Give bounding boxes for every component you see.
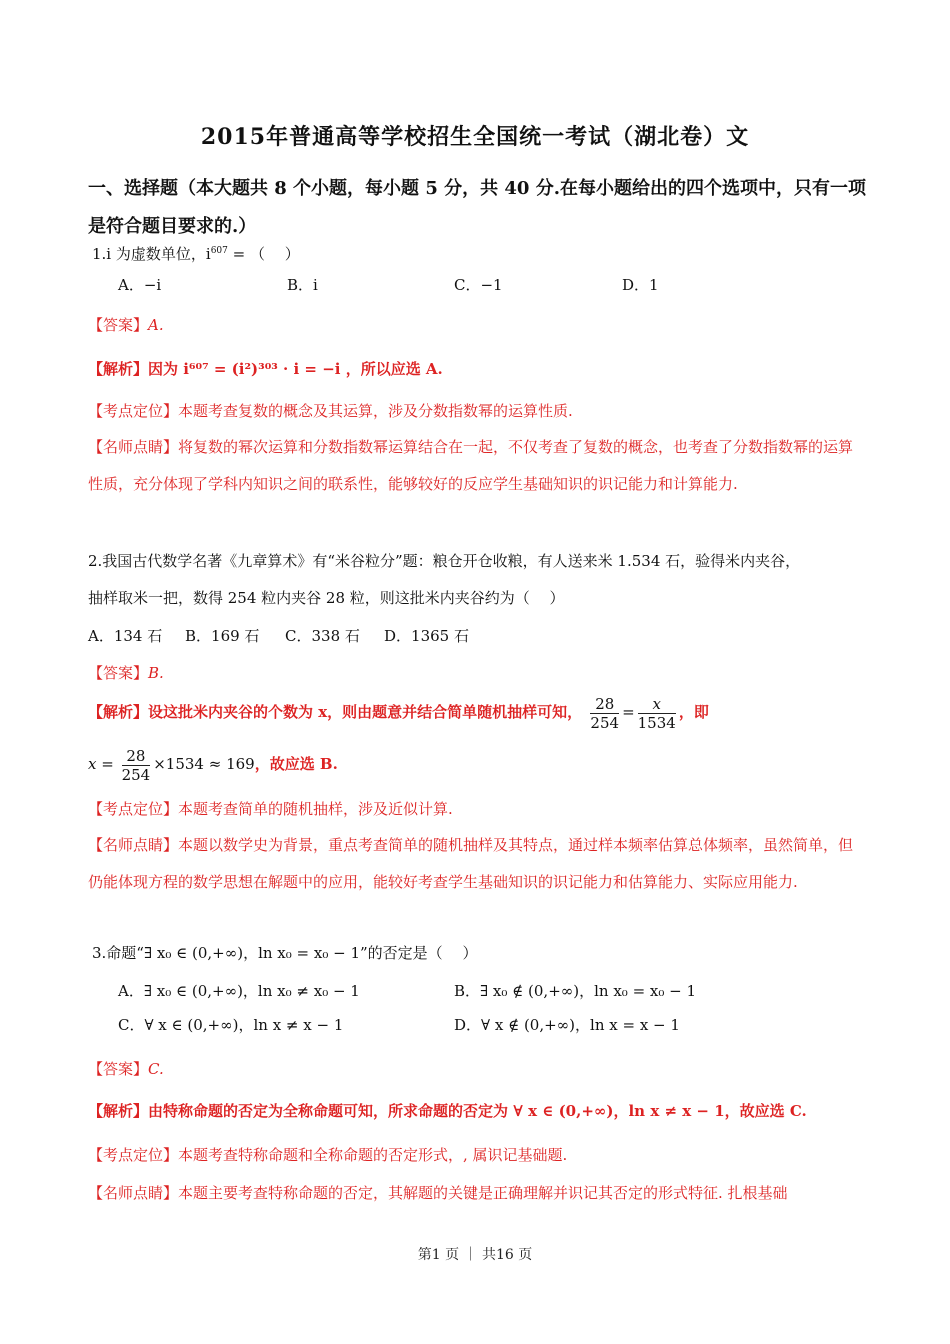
q2-fraction-3-den: 254 <box>121 765 151 784</box>
q1-analysis <box>88 358 443 380</box>
q1-stem-tail: = （ ） <box>227 245 300 263</box>
q1-comment-text: 将复数的幂次运算和分数指数幂运算结合在一起，不仅考查了复数的概念，也考查了分数指数幂的运算性质，充分体现了学科内知识之间的联系性，能够较好的反应学生基础知识的识记能力和计算能力. <box>88 438 854 493</box>
q2-fraction-2-num: x <box>638 695 676 714</box>
q3-analysis <box>88 1100 807 1122</box>
q1-option-b: B．i <box>287 276 318 294</box>
q3-comment-text: 本题主要考查特称命题的否定，其解题的关键是正确理解并识记其否定的形式特征. 扎根基础 <box>178 1184 788 1202</box>
q1-stem-sup: 607 <box>210 246 228 256</box>
q3-stem: 3.命题“∃ x₀ ∈ (0,+∞)，ln x₀ = x₀ − 1”的否定是（ ） <box>92 944 478 962</box>
q2-analysis-text1: 设这批米内夹谷的个数为 x，则由题意并结合简单随机抽样可知， <box>148 703 583 721</box>
q1-answer <box>88 314 164 336</box>
q1-answer-label: 【答案】 <box>88 316 149 334</box>
q1-stem <box>92 240 300 265</box>
q2-answer <box>88 662 164 684</box>
q2-point <box>88 798 453 820</box>
q3-answer <box>88 1058 164 1080</box>
q1-option-c: C．−1 <box>454 276 503 294</box>
q2-fraction-2-den: 1534 <box>637 713 676 732</box>
q1-comment <box>88 429 866 503</box>
q2-point-label: 【考点定位】 <box>88 800 179 818</box>
q3-comment-label: 【名师点睛】 <box>88 1184 179 1202</box>
q2-stem-line1: 2.我国古代数学名著《九章算术》有“米谷粒分”题：粮仓开仓收粮，有人送来米 1.534 石，验得米内夹谷， <box>88 552 801 570</box>
q1-analysis-text: 因为 i⁶⁰⁷ = (i²)³⁰³ · i = −i ，所以应选 A. <box>148 360 443 378</box>
q2-analysis-tail1: ，即 <box>678 703 709 721</box>
q2-analysis-head2: x = <box>88 755 114 773</box>
q1-analysis-label: 【解析】 <box>88 360 149 378</box>
q3-point-label: 【考点定位】 <box>88 1146 179 1164</box>
q3-option-c: C．∀ x ∈ (0,+∞)，ln x ≠ x − 1 <box>118 1016 344 1034</box>
q1-option-d: D．1 <box>622 276 659 294</box>
q2-equals: = <box>622 703 635 721</box>
q2-analysis-line2 <box>88 744 338 784</box>
q3-answer-label: 【答案】 <box>88 1060 149 1078</box>
q1-stem-text: 1.i 为虚数单位，i <box>92 245 211 263</box>
q2-option-c: C．338 石 <box>285 627 360 645</box>
q2-option-d: D．1365 石 <box>384 627 469 645</box>
q3-comment <box>88 1182 788 1204</box>
q3-option-d: D．∀ x ∉ (0,+∞)，ln x = x − 1 <box>454 1016 680 1034</box>
q2-point-text: 本题考查简单的随机抽样，涉及近似计算. <box>178 800 453 818</box>
q2-analysis-mid2: ×1534 ≈ 169 <box>153 755 255 773</box>
q2-comment-label: 【名师点睛】 <box>88 836 179 854</box>
q2-analysis-label: 【解析】 <box>88 703 149 721</box>
q2-option-a: A．134 石 <box>88 627 163 645</box>
q2-fraction-1-den: 254 <box>590 713 620 732</box>
q3-option-b: B．∃ x₀ ∉ (0,+∞)，ln x₀ = x₀ − 1 <box>454 982 697 1000</box>
page-title: 2015年普通高等学校招生全国统一考试（湖北卷）文 <box>200 124 750 150</box>
q1-point-text: 本题考查复数的概念及其运算，涉及分数指数幂的运算性质. <box>178 402 573 420</box>
page-footer: 第1 页 ｜ 共16 页 <box>417 1247 533 1263</box>
q2-fraction-1-num: 28 <box>590 695 619 714</box>
q2-stem-line2: 抽样取米一把，数得 254 粒内夹谷 28 粒，则这批米内夹谷约为（ ） <box>88 589 565 607</box>
q2-fraction-1 <box>590 695 619 732</box>
q1-comment-label: 【名师点睛】 <box>88 438 179 456</box>
q2-fraction-3 <box>122 747 151 784</box>
q2-answer-label: 【答案】 <box>88 664 149 682</box>
q3-analysis-label: 【解析】 <box>88 1102 149 1120</box>
q1-point-label: 【考点定位】 <box>88 402 179 420</box>
q2-analysis-line1 <box>88 692 709 732</box>
q1-option-a: A．−i <box>118 276 162 294</box>
q3-option-a: A．∃ x₀ ∈ (0,+∞)，ln x₀ ≠ x₀ − 1 <box>118 982 360 1000</box>
q1-answer-value: A. <box>148 316 164 334</box>
q2-comment <box>88 827 866 901</box>
q2-analysis-tail2: ，故应选 B. <box>254 755 338 773</box>
q1-point <box>88 400 573 422</box>
q2-answer-value: B. <box>148 664 164 682</box>
q3-point <box>88 1144 567 1166</box>
section-heading: 一、选择题（本大题共 8 个小题，每小题 5 分，共 40 分.在每小题给出的四个选项中，只有一项是符合题目要求的.） <box>88 178 866 237</box>
q2-option-b: B．169 石 <box>185 627 260 645</box>
q2-fraction-2 <box>638 695 676 732</box>
q2-fraction-3-num: 28 <box>122 747 151 766</box>
q3-analysis-text: 由特称命题的否定为全称命题可知，所求命题的否定为 ∀ x ∈ (0,+∞)，ln x ≠ x − 1，故应选 C. <box>148 1102 807 1120</box>
q2-comment-text: 本题以数学史为背景，重点考查简单的随机抽样及其特点，通过样本频率估算总体频率，虽然简单，但仍能体现方程的数学思想在解题中的应用，能较好考查学生基础知识的识记能力和估算能力、实际应用能力. <box>88 836 854 891</box>
q3-point-text: 本题考查特称命题和全称命题的否定形式，, 属识记基础题. <box>178 1146 568 1164</box>
q3-answer-value: C. <box>148 1060 164 1078</box>
